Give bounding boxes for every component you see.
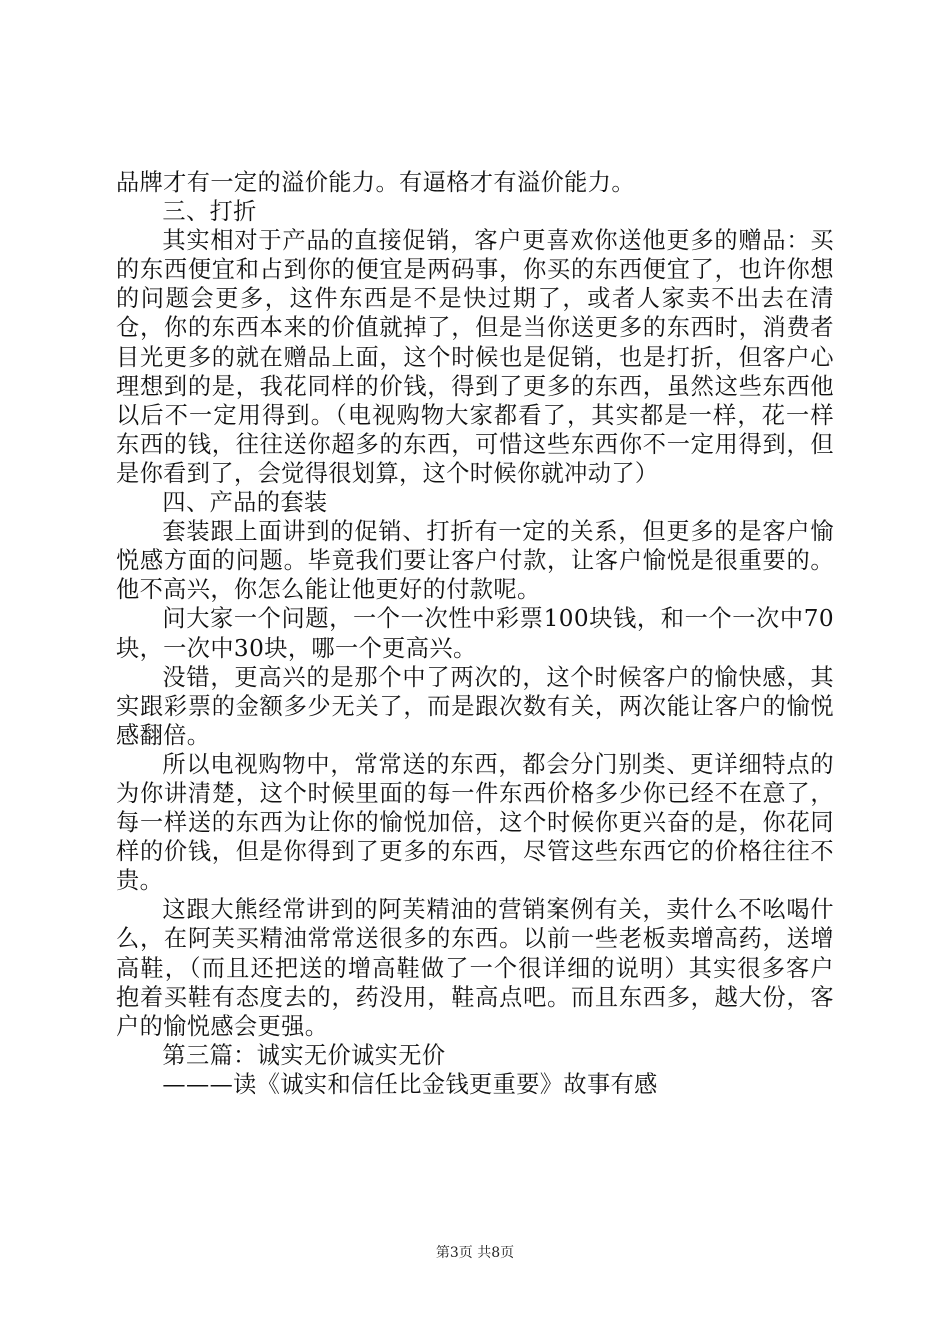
paragraph-lottery-answer: 没错，更高兴的是那个中了两次的，这个时候客户的愉快感，其实跟彩票的金额多少无关了，而是跟次数有关，两次能让客户的愉悦感翻倍。 bbox=[116, 663, 834, 749]
section-heading-discount: 三、打折 bbox=[162, 198, 257, 226]
chapter-subtitle: ———读《诚实和信任比金钱更重要》故事有感 bbox=[162, 1070, 658, 1098]
paragraph-case-study: 这跟大熊经常讲到的阿芙精油的营销案例有关，卖什么不吆喝什么，在阿芙买精油常常送很多的东西。以前一些老板卖增高药，送增高鞋，（而且还把送的增高鞋做了一个很详细的说明）其实很多客户抱着买鞋有态度去的，药没用，鞋高点吧。而且东西多，越大份，客户的愉悦感会更强。 bbox=[116, 896, 834, 1040]
document-body bbox=[116, 168, 834, 1099]
section-heading-bundle: 四、产品的套装 bbox=[162, 489, 328, 517]
paragraph-continuation: 品牌才有一定的溢价能力。有逼格才有溢价能力。 bbox=[116, 169, 635, 196]
paragraph-tv-shopping: 所以电视购物中，常常送的东西，都会分门别类、更详细特点的为你讲清楚，这个时候里面的每一件东西价格多少你已经不在意了，每一样送的东西为让你的愉悦加倍，这个时候你更兴奋的是，你花同样的价钱，但是你得到了更多的东西，尽管这些东西它的价格往往不贵。 bbox=[116, 750, 834, 895]
page-footer: 第3页 共8页 bbox=[435, 1245, 515, 1261]
paragraph-bundle-intro: 套装跟上面讲到的促销、打折有一定的关系，但更多的是客户愉悦感方面的问题。毕竟我们要让客户付款，让客户愉悦是很重要的。他不高兴，你怎么能让他更好的付款呢。 bbox=[116, 518, 834, 604]
chapter-title: 第三篇：诚实无价诚实无价 bbox=[162, 1041, 446, 1069]
paragraph-lottery-question: 问大家一个问题，一个一次性中彩票100块钱，和一个一次中70块，一次中30块，哪一个更高兴。 bbox=[116, 605, 834, 662]
paragraph-discount: 其实相对于产品的直接促销，客户更喜欢你送他更多的赠品：买的东西便宜和占到你的便宜是两码事，你买的东西便宜了，也许你想的问题会更多，这件东西是不是快过期了，或者人家卖不出去在清仓，你的东西本来的价值就掉了，但是当你送更多的东西时，消费者目光更多的就在赠品上面，这个时候也是促销，也是打折，但客户心理想到的是，我花同样的价钱，得到了更多的东西，虽然这些东西他以后不一定用得到。（电视购物大家都看了，其实都是一样，花一样东西的钱，往往送你超多的东西，可惜这些东西你不一定用得到，但是你看到了，会觉得很划算，这个时候你就冲动了） bbox=[116, 227, 834, 487]
